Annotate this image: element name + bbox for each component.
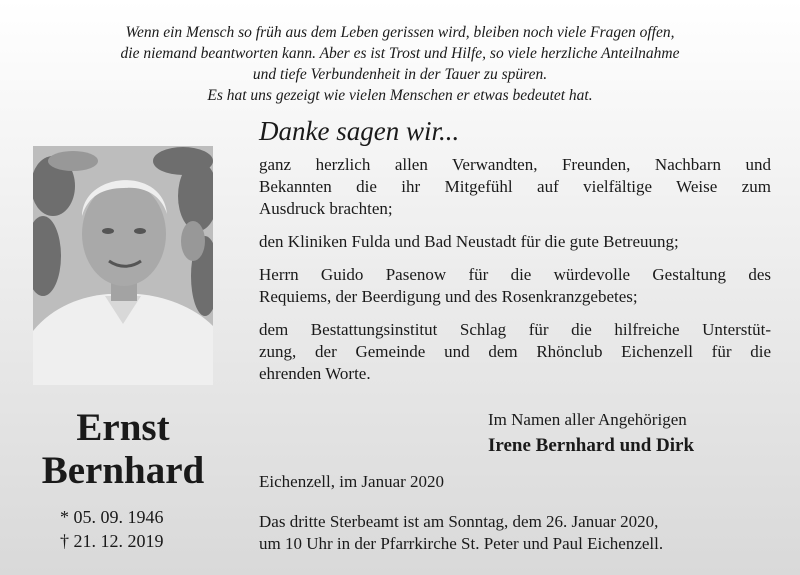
thanks-paragraph-priest — [259, 264, 771, 308]
text-line: den Kliniken Fulda und Bad Neustadt für die gute Betreuung; — [259, 232, 679, 251]
birth-date: * 05. 09. 1946 — [60, 507, 164, 527]
text-line: Ausdruck brachten; — [259, 199, 393, 218]
deceased-last-name: Bernhard — [41, 449, 205, 492]
intro-line: Wenn ein Mensch so früh aus dem Leben gerissen wird, bleiben noch viele Fragen offen, — [125, 24, 675, 41]
text-line: zung, der Gemeinde und dem Rhönclub Eichenzell für die — [259, 342, 771, 361]
deceased-first-name: Ernst — [76, 406, 170, 449]
text-line: ganz herzlich allen Verwandten, Freunden, Nachbarn und — [259, 155, 771, 174]
place-date: Eichenzell, im Januar 2020 — [259, 472, 445, 491]
thanks-paragraph-funeral-home — [259, 319, 771, 385]
service-line: Das dritte Sterbeamt ist am Sonntag, dem 26. Januar 2020, — [259, 512, 659, 531]
text-line: Requiems, der Beerdigung und des Rosenkranzgebetes; — [259, 287, 638, 306]
intro-line: Es hat uns gezeigt wie vielen Menschen er etwas bedeutet hat. — [207, 87, 593, 104]
intro-line: die niemand beantworten kann. Aber es ist Trost und Hilfe, so viele herzliche Anteilnahme — [120, 45, 680, 62]
thanks-paragraph-relatives — [259, 154, 771, 220]
text-line: Herrn Guido Pasenow für die würdevolle Gestaltung des — [259, 265, 771, 284]
text-line: ehrenden Worte. — [259, 364, 371, 383]
death-date: † 21. 12. 2019 — [60, 531, 164, 551]
signature-line: Im Namen aller Angehörigen — [488, 410, 687, 429]
portrait-photo — [33, 146, 213, 385]
text-line: Bekannten die ihr Mitgefühl auf vielfältige Weise zum — [259, 177, 771, 196]
intro-text — [20, 22, 780, 106]
signature-names: Irene Bernhard und Dirk — [488, 435, 695, 456]
text-line: dem Bestattungsinstitut Schlag für die hilfreiche Unterstüt- — [259, 320, 771, 339]
service-line: um 10 Uhr in der Pfarrkirche St. Peter und Paul Eichenzell. — [259, 534, 664, 553]
thanks-paragraph-clinics — [259, 231, 771, 253]
intro-line: und tiefe Verbundenheit in der Tauer zu spüren. — [252, 66, 548, 83]
thanks-heading: Danke sagen wir... — [259, 116, 460, 146]
